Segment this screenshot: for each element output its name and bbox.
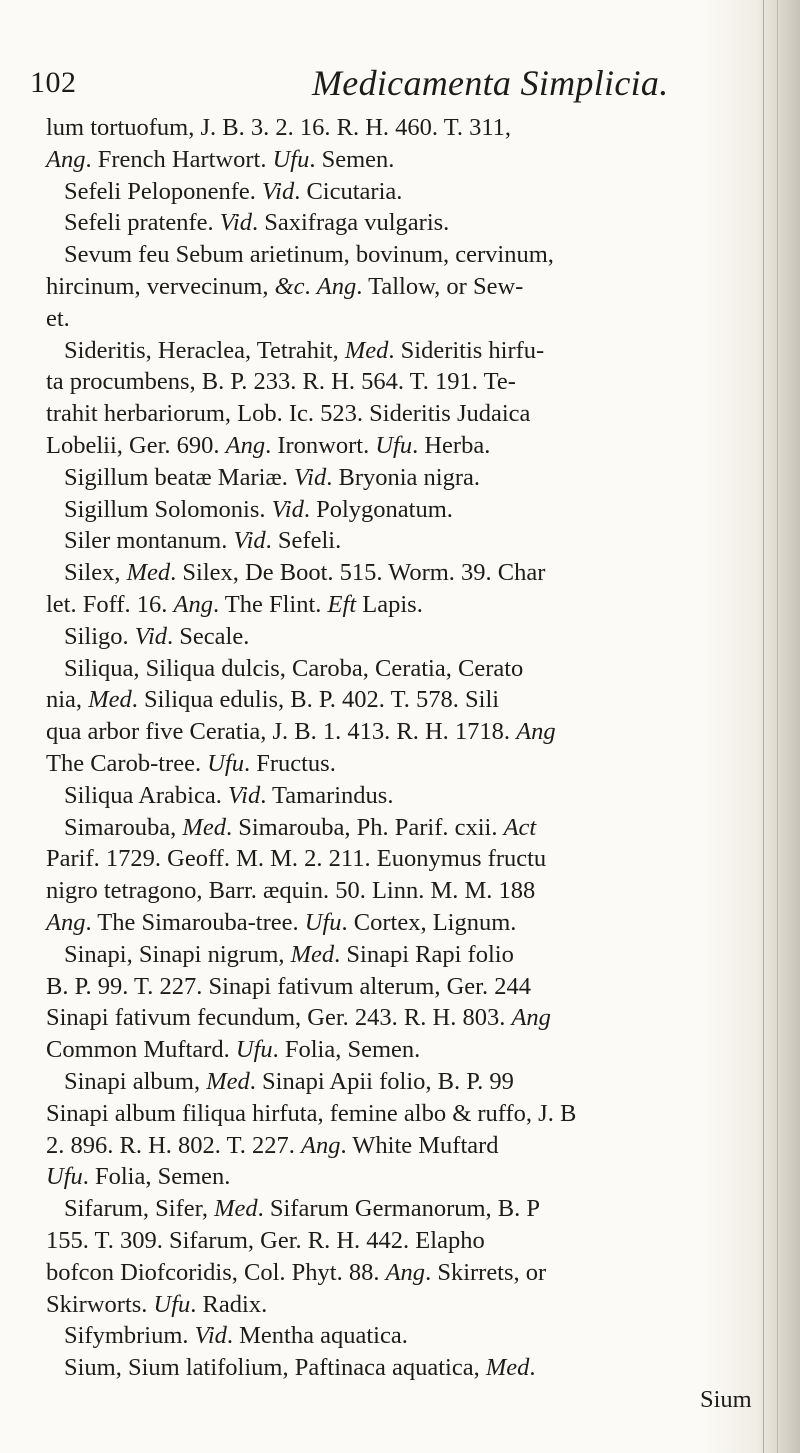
- text-run: . Silex, De Boot. 515. Worm. 39. Char: [170, 559, 546, 587]
- text-run: Siliqua Arabica.: [64, 781, 228, 809]
- text-run: .: [529, 1354, 536, 1382]
- text-run: . Tamarindus.: [260, 781, 394, 809]
- text-line: [46, 430, 490, 462]
- text-line: [64, 239, 554, 271]
- text-run: 2. 896. R. H. 802. T. 227.: [46, 1131, 301, 1159]
- text-run: . Sideritis hirfu-: [388, 336, 545, 364]
- italic-text: Ang: [316, 273, 357, 300]
- italic-text: Ufu: [46, 1163, 83, 1191]
- text-run: lum tortuofum, J. B. 3. 2. 16. R. H. 460. T. 311,: [46, 114, 512, 141]
- text-run: Siliqua, Siliqua dulcis, Caroba, Ceratia, Cerato: [64, 654, 524, 682]
- italic-text: Ang: [46, 909, 86, 936]
- text-run: The Carob-tree.: [46, 750, 208, 777]
- text-run: Lobelii, Ger. 690.: [46, 432, 226, 459]
- text-run: . Sinapi Apii folio, B. P. 99: [249, 1068, 514, 1095]
- italic-text: Ufu: [304, 909, 342, 936]
- text-run: . French Hartwort.: [85, 145, 273, 173]
- italic-text: Med: [206, 1068, 250, 1095]
- text-run: Sefeli pratenfe.: [64, 209, 220, 237]
- text-run: Sideritis, Heraclea, Tetrahit,: [64, 336, 345, 364]
- italic-text: Vid: [227, 781, 261, 809]
- text-run: . Herba.: [412, 432, 491, 459]
- text-run: Sium: [700, 1386, 752, 1413]
- text-run: Sefeli Peloponenfe.: [64, 177, 262, 205]
- text-run: bofcon Diofcoridis, Col. Phyt. 88.: [46, 1258, 386, 1286]
- text-line: [46, 748, 336, 780]
- text-run: Sinapi, Sinapi nigrum,: [64, 940, 291, 968]
- text-run: . Cicutaria.: [294, 177, 403, 205]
- text-run: . Fructus.: [243, 750, 336, 777]
- text-run: .: [304, 273, 317, 300]
- italic-text: Med: [290, 940, 335, 968]
- text-run: et.: [46, 304, 70, 332]
- text-run: nia,: [46, 686, 89, 714]
- text-line: [46, 907, 516, 939]
- text-line: [46, 684, 499, 716]
- italic-text: Med: [214, 1195, 258, 1223]
- italic-text: Ufu: [235, 1036, 273, 1064]
- text-line: [46, 1161, 230, 1193]
- text-run: Common Muftard.: [46, 1036, 236, 1064]
- text-line: [46, 1002, 551, 1034]
- text-line: [64, 939, 514, 971]
- italic-text: Ang: [225, 432, 266, 459]
- text-line: [46, 398, 530, 430]
- text-run: . Semen.: [309, 145, 395, 173]
- italic-text: Vid: [194, 1322, 227, 1350]
- text-run: 155. T. 309. Sifarum, Ger. R. H. 442. Elapho: [46, 1227, 485, 1254]
- text-line: [46, 1130, 499, 1162]
- italic-text: Vid: [262, 177, 295, 205]
- text-run: Sifymbrium.: [64, 1322, 195, 1350]
- text-run: . Mentha aquatica.: [226, 1322, 408, 1350]
- text-run: Sevum feu Sebum arietinum, bovinum, cervinum,: [64, 241, 554, 269]
- text-line: [46, 1098, 576, 1130]
- text-run: Skirworts.: [46, 1290, 154, 1318]
- italic-text: Vid: [134, 622, 168, 650]
- text-run: Silex,: [64, 559, 127, 587]
- text-run: . Tallow, or Sew-: [356, 273, 524, 300]
- text-line: [46, 366, 516, 398]
- text-run: ta procumbens, B. P. 233. R. H. 564. T. 191. Te-: [46, 368, 516, 396]
- text-run: . Ironwort.: [265, 432, 376, 459]
- running-title: Medicamenta Simplicia.: [312, 63, 669, 103]
- text-run: Sium, Sium latifolium, Paftinaca aquatica,: [64, 1354, 486, 1382]
- italic-text: Ufu: [375, 432, 413, 459]
- text-run: . Sifarum Germanorum, B. P: [257, 1195, 541, 1223]
- text-run: . Folia, Semen.: [82, 1163, 231, 1191]
- text-run: let. Foff. 16.: [46, 591, 174, 618]
- text-line: [64, 494, 453, 526]
- text-line: [46, 1225, 485, 1257]
- text-line: [64, 1193, 540, 1225]
- italic-text: Med: [126, 559, 171, 587]
- text-line: [64, 462, 480, 494]
- italic-text: Med: [182, 813, 226, 841]
- italic-text: Med: [88, 686, 132, 714]
- text-line: [64, 1320, 408, 1352]
- text-run: Sifarum, Sifer,: [64, 1195, 215, 1223]
- gutter-edge-line: [763, 0, 764, 1453]
- text-line: [64, 812, 536, 844]
- text-line: [64, 176, 402, 208]
- text-run: trahit herbariorum, Lob. Ic. 523. Sideritis Judaica: [46, 400, 531, 428]
- text-line: [46, 1289, 267, 1321]
- text-run: . The Simarouba-tree.: [85, 909, 305, 936]
- text-run: . White Muftard: [340, 1131, 499, 1159]
- text-line: [64, 621, 249, 653]
- italic-text: Ufu: [272, 145, 310, 173]
- text-run: . Siliqua edulis, B. P. 402. T. 578. Sili: [131, 686, 500, 714]
- text-run: Parif. 1729. Geoff. M. M. 2. 211. Euonymus fructu: [46, 845, 547, 873]
- text-line: [64, 653, 523, 685]
- italic-text: Vid: [233, 527, 266, 555]
- text-run: Sigillum beatæ Mariæ.: [64, 463, 295, 491]
- text-run: Siler montanum.: [64, 527, 234, 555]
- text-run: qua arbor five Ceratia, J. B. 1. 413. R. H. 1718.: [46, 718, 517, 746]
- text-run: Simarouba,: [64, 813, 183, 841]
- text-run: . Bryonia nigra.: [326, 463, 481, 491]
- text-run: . Polygonatum.: [303, 495, 453, 523]
- text-run: Sigillum Solomonis.: [64, 495, 272, 523]
- text-line: [46, 716, 556, 748]
- text-run: Sinapi album filiqua hirfuta, femine albo & ruffo, J. B: [46, 1099, 577, 1127]
- gutter-edge-line: [777, 0, 778, 1453]
- text-line: [64, 1352, 536, 1384]
- text-line: [700, 1384, 752, 1416]
- italic-text: &c: [274, 273, 305, 300]
- text-line: [64, 1066, 514, 1098]
- italic-text: Vid: [271, 495, 304, 523]
- italic-text: Vid: [219, 209, 252, 237]
- italic-text: Ang: [385, 1258, 426, 1286]
- text-run: . Sefeli.: [265, 527, 342, 555]
- italic-text: Eft: [327, 591, 357, 618]
- text-run: . Saxifraga vulgaris.: [252, 209, 450, 237]
- italic-text: Ufu: [153, 1290, 191, 1318]
- text-line: [64, 557, 545, 589]
- page-header: [30, 62, 690, 106]
- text-run: Siligo.: [64, 622, 135, 650]
- text-run: . Simarouba, Ph. Parif. cxii.: [225, 813, 504, 841]
- text-line: [46, 144, 394, 176]
- italic-text: Act: [503, 813, 537, 841]
- italic-text: Med: [344, 336, 389, 364]
- italic-text: Ang: [511, 1004, 551, 1032]
- text-line: [64, 335, 544, 367]
- text-run: B. P. 99. T. 227. Sinapi fativum alterum, Ger. 244: [46, 972, 531, 1000]
- italic-text: Med: [485, 1354, 530, 1382]
- italic-text: Ang: [301, 1131, 341, 1159]
- italic-text: Ufu: [207, 750, 244, 777]
- text-run: hircinum, vervecinum,: [46, 273, 275, 300]
- page-number: 102: [30, 66, 77, 99]
- text-line: [46, 1034, 420, 1066]
- text-line: [46, 1257, 546, 1289]
- italic-text: Vid: [294, 463, 327, 491]
- text-run: . Folia, Semen.: [272, 1036, 421, 1064]
- text-line: [46, 843, 546, 875]
- italic-text: Ang: [46, 145, 86, 173]
- text-line: [46, 271, 523, 303]
- text-run: Sinapi album,: [64, 1068, 207, 1095]
- text-line: [64, 780, 393, 812]
- text-run: Sinapi fativum fecundum, Ger. 243. R. H. 803.: [46, 1004, 512, 1032]
- text-run: . Skirrets, or: [425, 1258, 547, 1286]
- text-run: . The Flint.: [212, 591, 328, 618]
- text-line: [46, 971, 531, 1003]
- italic-text: Ang: [173, 591, 213, 618]
- text-run: . Secale.: [167, 622, 250, 650]
- text-line: [46, 875, 535, 907]
- text-run: Lapis.: [356, 591, 423, 618]
- text-line: [46, 112, 511, 144]
- text-line: [46, 303, 70, 335]
- text-run: nigro tetragono, Barr. æquin. 50. Linn. M. M. 188: [46, 877, 536, 905]
- text-run: . Sinapi Rapi folio: [334, 940, 514, 968]
- text-run: . Radix.: [190, 1290, 268, 1318]
- text-run: . Cortex, Lignum.: [341, 909, 517, 936]
- italic-text: Ang: [516, 718, 556, 746]
- text-line: [46, 589, 423, 621]
- text-line: [64, 207, 449, 239]
- text-line: [64, 525, 341, 557]
